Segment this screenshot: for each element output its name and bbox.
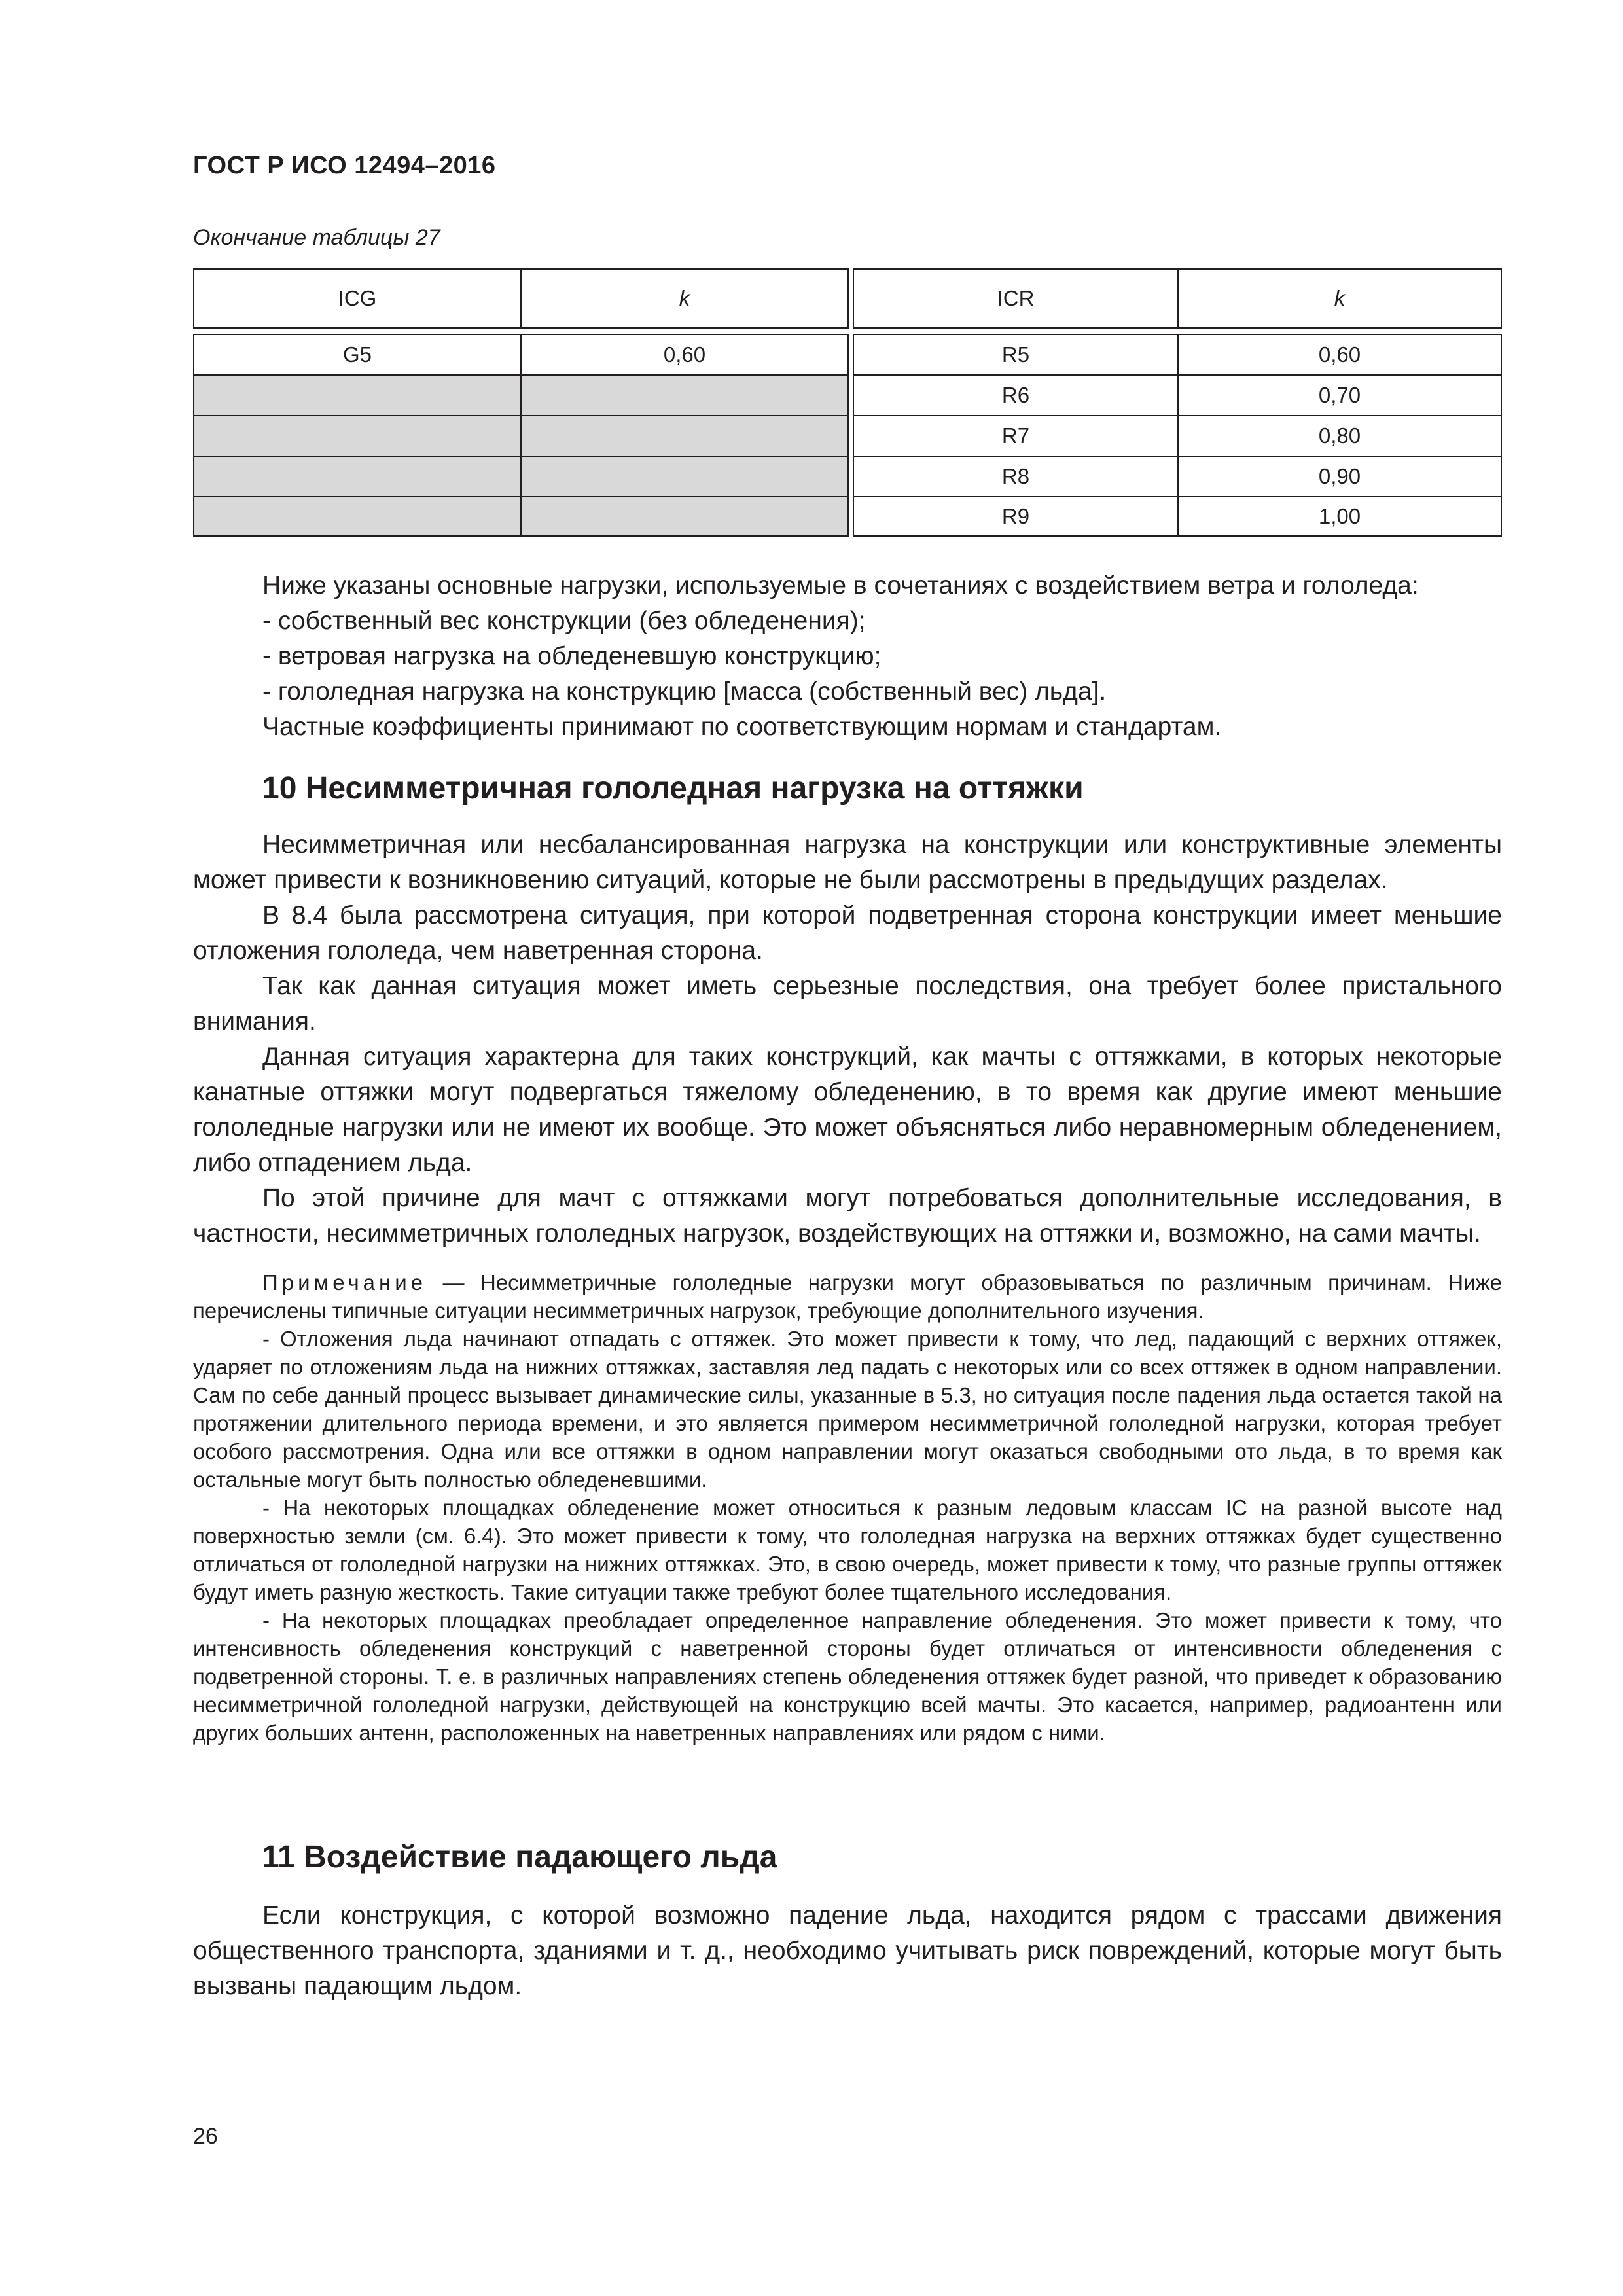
- intro-paragraph: Ниже указаны основные нагрузки, используемые в сочетаниях с воздействием ветра и гололеда:: [262, 571, 1419, 600]
- note-intro: Примечание — Несимметричные гололедные нагрузки могут образовываться по различным причинам. Ниже перечислены типичные ситуации несимметричных нагрузок, требующие дополнительного изучения.: [193, 1270, 1502, 1323]
- header-k-left: k: [520, 268, 849, 329]
- intro-block: [193, 568, 1502, 745]
- paragraph: Если конструкция, с которой возможно падение льда, находится рядом с трассами движения общественного транспорта, зданиями и т. д., необходимо учитывать риск повреждений, которые могут быть вызваны падающим льдом.: [193, 1901, 1502, 2000]
- paragraph: Данная ситуация характерна для таких конструкций, как мачты с оттяжками, в которых некоторые канатные оттяжки могут подвергаться тяжелому обледенению, в то время как другие имеют меньшие гололедные нагрузки или не имеют их вообще. Это может объясняться либо неравномерным обледенением, либо отпадением льда.: [193, 1043, 1502, 1177]
- cell-r8-k: 0,90: [1177, 456, 1502, 497]
- list-item: - собственный вес конструкции (без обледенения);: [262, 607, 866, 635]
- cell-g5: G5: [193, 334, 522, 376]
- section-10-title: 10 Несимметричная гололедная нагрузка на оттяжки: [262, 771, 1084, 806]
- coefficients-table: [193, 268, 1502, 537]
- header-icg: ICG: [193, 268, 522, 329]
- note-block: [193, 1268, 1502, 1747]
- empty-cell: [520, 456, 849, 497]
- empty-cell: [193, 415, 522, 457]
- note-text: Несимметричные гололедные нагрузки могут образовываться по различным причинам. Ниже перечислены типичные ситуации несимметричных нагрузок, требующие дополнительного изучения.: [193, 1270, 1502, 1323]
- cell-r7: R7: [853, 415, 1179, 457]
- cell-r9: R9: [853, 496, 1179, 537]
- section-11-title: 11 Воздействие падающего льда: [262, 1840, 777, 1874]
- cell-r9-k: 1,00: [1177, 496, 1502, 537]
- section-10-body: [193, 827, 1502, 1251]
- section-11-body: [193, 1898, 1502, 2004]
- paragraph: Так как данная ситуация может иметь серьезные последствия, она требует более пристального внимания.: [193, 972, 1502, 1035]
- cell-r6-k: 0,70: [1177, 374, 1502, 416]
- list-item: - гололедная нагрузка на конструкцию [масса (собственный вес) льда].: [262, 677, 1107, 706]
- empty-cell: [520, 415, 849, 457]
- cell-r5-k: 0,60: [1177, 334, 1502, 376]
- paragraph: В 8.4 была рассмотрена ситуация, при которой подветренная сторона конструкции имеет меньшие отложения гололеда, чем наветренная сторона.: [193, 901, 1502, 965]
- header-icr: ICR: [853, 268, 1179, 329]
- note-item: - На некоторых площадках преобладает определенное направление обледенения. Это может привести к тому, что интенсивность обледенения конструкций с наветренной стороны будет отличаться от интенсивности обледенения с подветренной стороны. Т. е. в различных направлениях степень обледенения оттяжек будет разной, что приведет к образованию несимметричной гололедной нагрузки, действующей на конструкцию всей мачты. Это касается, например, радиоантенн или других больших антенн, расположенных на наветренных направлениях или рядом с ними.: [193, 1608, 1502, 1745]
- cell-r5: R5: [853, 334, 1179, 376]
- header-k-right: k: [1177, 268, 1502, 329]
- cell-r8: R8: [853, 456, 1179, 497]
- document-header: ГОСТ Р ИСО 12494–2016: [193, 152, 496, 179]
- paragraph: Несимметричная или несбалансированная нагрузка на конструкции или конструктивные элементы может привести к возникновению ситуаций, которые не были рассмотрены в предыдущих разделах.: [193, 831, 1502, 894]
- empty-cell: [520, 374, 849, 416]
- empty-cell: [193, 456, 522, 497]
- empty-cell: [520, 496, 849, 537]
- paragraph: По этой причине для мачт с оттяжками могут потребоваться дополнительные исследования, в частности, несимметричных гололедных нагрузок, воздействующих на оттяжки и, возможно, на сами мачты.: [193, 1184, 1502, 1247]
- empty-cell: [193, 374, 522, 416]
- note-item: - На некоторых площадках обледенение может относиться к разным ледовым классам IC на разной высоте над поверхностью земли (см. 6.4). Это может привести к тому, что гололедная нагрузка на верхних оттяжках будет существенно отличаться от гололедной нагрузки на нижних оттяжках. Это, в свою очередь, может привести к тому, что разные группы оттяжек будут иметь разную жесткость. Такие ситуации также требуют более тщательного исследования.: [193, 1496, 1502, 1604]
- table-caption: Окончание таблицы 27: [193, 225, 440, 250]
- list-item: - ветровая нагрузка на обледеневшую конструкцию;: [262, 642, 882, 670]
- note-item: - Отложения льда начинают отпадать с оттяжек. Это может привести к тому, что лед, падающий с верхних оттяжек, ударяет по отложениям льда на нижних оттяжках, заставляя лед падать с некоторых или со всех оттяжек в одном направлении. Сам по себе данный процесс вызывает динамические силы, указанные в 5.3, но ситуация после падения льда остается такой на протяжении длительного периода времени, и это является примером несимметричной гололедной нагрузки, которая требует особого рассмотрения. Одна или все оттяжки в одном направлении могут оказаться свободными ото льда, в то время как остальные могут быть полностью обледеневшими.: [193, 1327, 1502, 1492]
- cell-r7-k: 0,80: [1177, 415, 1502, 457]
- note-label: Примечание: [262, 1270, 427, 1295]
- page-number: 26: [193, 2124, 218, 2149]
- cell-g5-k: 0,60: [520, 334, 849, 376]
- empty-cell: [193, 496, 522, 537]
- cell-r6: R6: [853, 374, 1179, 416]
- intro-paragraph: Частные коэффициенты принимают по соответствующим нормам и стандартам.: [262, 713, 1222, 741]
